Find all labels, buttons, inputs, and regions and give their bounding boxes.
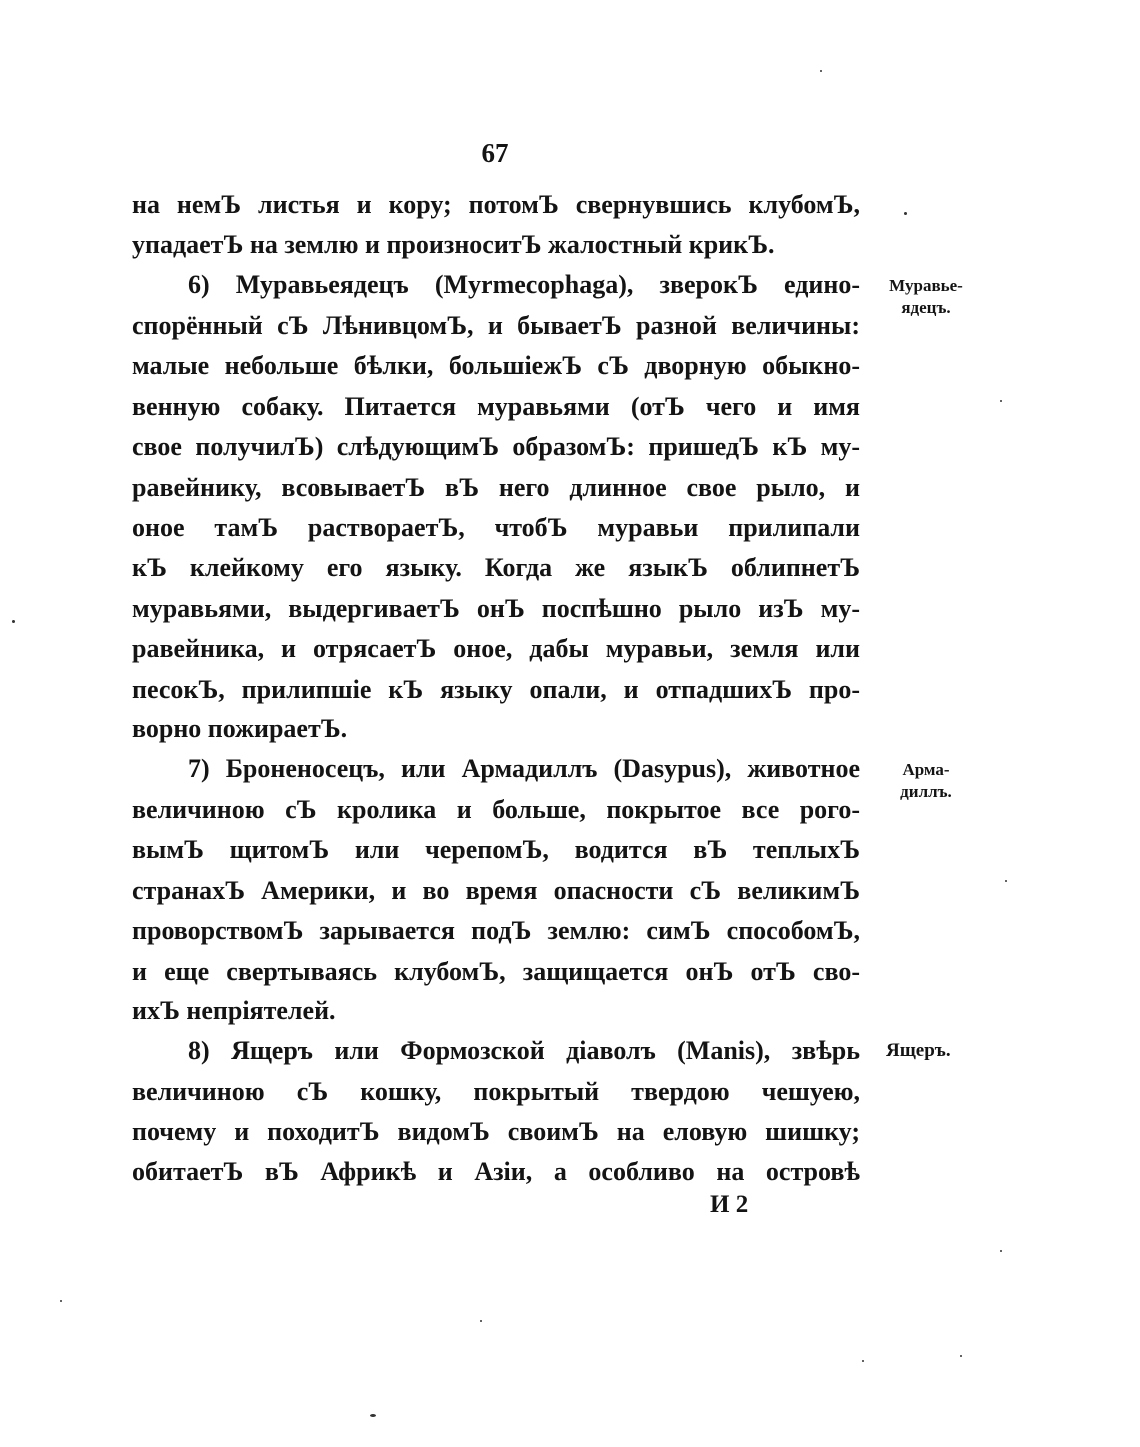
text-line: почему и походитЪ видомЪ своимЪ на еловую шишку; [132, 1117, 860, 1146]
signature-mark: И 2 [710, 1191, 749, 1218]
margin-note-pangolin [886, 1040, 994, 1062]
text-line: 7) Броненосецъ, или Армадиллъ (Dasypus), животное [188, 754, 860, 783]
text-line: муравьями, выдергиваетЪ онЪ поспѣшно рыло изЪ му- [132, 594, 860, 623]
text-line: проворствомЪ зарывается подЪ землю: симЪ способомЪ, [132, 916, 860, 945]
text-line: свое получилЪ) слѣдующимЪ образомЪ: пришедЪ кЪ му- [132, 432, 860, 461]
text-line: кЪ клейкому его языку. Когда же языкЪ облипнетЪ [132, 553, 860, 582]
scan-speck [862, 1360, 864, 1362]
margin-note-line: Муравье- [889, 276, 963, 295]
scan-speck [60, 1300, 62, 1302]
text-line: величиною сЪ кролика и больше, покрытое все рого- [132, 795, 860, 824]
text-line: песокЪ, прилипшіе кЪ языку опали, и отпадшихЪ про- [132, 675, 860, 704]
margin-note-line: диллъ. [900, 782, 952, 801]
scan-speck [370, 1414, 376, 1417]
margin-note-armadillo [872, 759, 980, 803]
scan-speck [820, 70, 822, 72]
text-line: странахЪ Америки, и во время опасности сЪ великимЪ [132, 876, 860, 905]
text-line: на немЪ листья и кору; потомЪ свернувшись клубомЪ, [132, 190, 860, 219]
margin-note-line: Арма- [902, 760, 950, 779]
margin-note-line: ядецъ. [901, 298, 951, 317]
text-line: 8) Ящеръ или Формозской діаволъ (Manis), звѣрь [188, 1036, 860, 1065]
scan-speck [12, 620, 15, 623]
text-line: ворно пожираетЪ. [132, 714, 348, 743]
text-line: ихЪ непріятелей. [132, 996, 336, 1025]
scan-speck [1000, 400, 1002, 402]
scan-speck [1000, 1250, 1002, 1252]
text-line: оное тамЪ раствораетЪ, чтобЪ муравьи прилипали [132, 513, 860, 542]
scan-speck [904, 212, 907, 215]
text-line: и еще свертываясь клубомЪ, защищается онЪ отЪ сво- [132, 957, 860, 986]
text-line: равейнику, всовываетЪ вЪ него длинное свое рыло, и [132, 473, 860, 502]
scan-speck [960, 1355, 962, 1357]
text-line: спорённый сЪ ЛѣнивцомЪ, и бываетЪ разной величины: [132, 311, 860, 340]
text-line: величиною сЪ кошку, покрытый твердою чешуею, [132, 1077, 860, 1106]
scan-speck [480, 1320, 482, 1322]
text-line: равейника, и отрясаетЪ оное, дабы муравьи, земля или [132, 634, 860, 663]
scan-speck [1005, 880, 1007, 882]
text-line: малые небольше бѣлки, большіежЪ сЪ дворную обыкно- [132, 351, 860, 380]
text-line: упадаетЪ на землю и произноситЪ жалостный крикЪ. [132, 230, 775, 259]
margin-note-line: Ящеръ. [886, 1040, 951, 1061]
margin-note-anteater [872, 275, 980, 319]
text-line: обитаетЪ вЪ Африкѣ и Азіи, а особливо на островѣ [132, 1157, 860, 1186]
text-line: вымЪ щитомЪ или черепомЪ, водится вЪ теплыхЪ [132, 835, 860, 864]
page-number: 67 [481, 138, 509, 168]
text-line: венную собаку. Питается муравьями (отЪ чего и имя [132, 392, 860, 421]
text-line: 6) Муравьеядецъ (Myrmecophaga), зверокЪ едино- [188, 270, 860, 299]
